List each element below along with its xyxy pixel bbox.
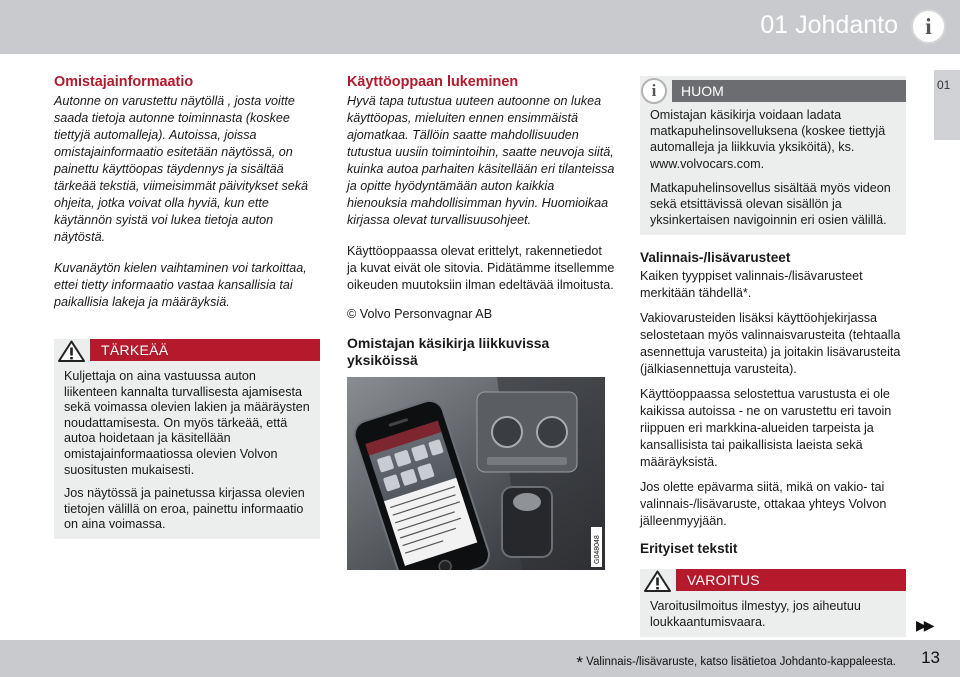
note-box <box>640 76 906 235</box>
important-label: TÄRKEÄÄ <box>90 339 320 361</box>
subheading: Erityiset tekstit <box>640 541 738 557</box>
warning-triangle-icon <box>644 570 671 592</box>
paragraph: Käyttöoppaassa olevat erittelyt, rakennetiedot ja kuvat eivät ole sitovia. Pidätämme itsellemme oikeuden muutoksiin ilman edeltävää ilmoitusta. <box>347 244 615 292</box>
section-heading: Omistajainformaatio <box>54 74 194 90</box>
chapter-title: 01 Johdanto <box>760 11 898 39</box>
warning-text: Varoitusilmoitus ilmestyy, jos aiheutuu loukkaantumisvaara. <box>650 599 861 630</box>
note-body <box>640 102 906 235</box>
subheading: Valinnais-/lisävarusteet <box>640 250 791 266</box>
important-box-header <box>54 339 320 363</box>
page-footer <box>0 640 960 677</box>
footnote-star: * <box>576 653 583 672</box>
footnote-text: Valinnais-/lisävaruste, katso lisätietoa Johdanto-kappaleesta. <box>586 656 896 668</box>
paragraph: Kaiken tyyppiset valinnais-/lisävarusteet merkitään tähdellä*. <box>640 269 863 301</box>
paragraph: Jos olette epävarma siitä, mikä on vakio- tai valinnais-/lisävaruste, ottakaa yhteys Volvon jälleenmyyjään. <box>640 480 887 529</box>
column-left <box>54 74 320 539</box>
image-code: G048048 <box>594 535 601 564</box>
info-icon: i <box>911 9 946 44</box>
page-number: 13 <box>921 648 940 667</box>
chapter-tab-label: 01 <box>937 78 951 92</box>
column-middle <box>347 74 615 570</box>
paragraph: Hyvä tapa tutustua uuteen autoonne on lukea käyttöopas, mieluiten ennen ensimmäistä ajomatkaa. Tällöin saatte mahdollisuuden tutustua uusiin toimintoihin, saatte neuvoja siitä, kuinka autoa parhaiten käsitellään eri tilanteissa ja opitte hyödyntämään auton kaikkia hienouksia mahdollisimman hyvin. Huomioikaa kirjassa olevat turvallisuusohjeet. <box>347 94 615 227</box>
note-text: Omistajan käsikirja voidaan ladata matkapuhelinsovelluksena (koskee tiettyjä automalleja ja liikkuvia yksiköitä), ks. www.volvocars.com. <box>650 108 886 171</box>
next-page-arrows-icon: ▶▶ <box>916 617 932 633</box>
important-box <box>54 339 320 539</box>
page-header <box>0 0 960 54</box>
phone-in-car-illustration <box>347 377 605 570</box>
warning-box-header <box>640 569 906 593</box>
paragraph: Käyttöoppaassa selostettua varustusta ei ole kaikissa autoissa - ne on varustettu eri tavoin riippuen eri markkina-alueiden tarpeista ja kansallisista tai paikallisista laeista sekä määräyksistä. <box>640 387 892 470</box>
note-text: Matkapuhelinsovellus sisältää myös videon sekä etsittävissä olevan sisällön ja yksinkertaisen navigoinnin eri osien välillä. <box>650 180 891 228</box>
paragraph: Vakiovarusteiden lisäksi käyttöohjekirjassa selostetaan myös valinnaisvarusteita (tehtaalla asennettuja varusteita) ja joitakin lisävarusteita (jälkiasennettuja varusteita). <box>640 311 901 377</box>
warning-triangle-icon <box>58 340 85 362</box>
warning-label: VAROITUS <box>676 569 906 591</box>
column-right <box>640 76 906 637</box>
copyright-text: © Volvo Personvagnar AB <box>347 307 493 321</box>
warning-box <box>640 569 906 636</box>
warning-body <box>640 593 906 636</box>
note-label: HUOM <box>672 80 906 102</box>
note-box-header <box>640 76 906 102</box>
section-heading: Käyttöoppaan lukeminen <box>347 74 519 90</box>
paragraph: Autonne on varustettu näytöllä , josta voitte saada tietoja autonne toiminnasta (koskee tiettyjä automalleja). Autoissa, joissa omistajainformaatio esitetään näytössä, on painettu käyttöopas täydennys ja sisältää tärkeää tekstiä, viimeisimmät päivitykset sekä ohjeita, jotka voivat olla hyviä, kun ette käytännön syistä voi lukea tietoja auton näytöstä. <box>54 94 309 244</box>
subheading: Omistajan käsikirja liikkuvissa yksiköissä <box>347 335 550 368</box>
important-text: Kuljettaja on aina vastuussa auton liikenteen kannalta turvallisesta ajamisesta sekä voimassa olevien lakien ja määräysten noudattamisesta. On myös tärkeää, että autoa hoidetaan ja käsitellään omistajainformaatiossa olevien Volvon suositusten mukaisesti. <box>64 369 310 477</box>
chapter-tab <box>934 70 960 140</box>
info-icon: i <box>641 78 667 104</box>
app-photo <box>347 377 605 570</box>
footnote <box>576 653 896 673</box>
important-text: Jos näytössä ja painetussa kirjassa olevien tietojen välillä on eroa, painettu informaatio on aina voimassa. <box>64 486 305 532</box>
paragraph: Kuvanäytön kielen vaihtaminen voi tarkoittaa, ettei tietty informaatio vastaa kansallisia tai paikallisia lakeja ja määräyksiä. <box>54 261 307 309</box>
important-body <box>54 363 320 539</box>
